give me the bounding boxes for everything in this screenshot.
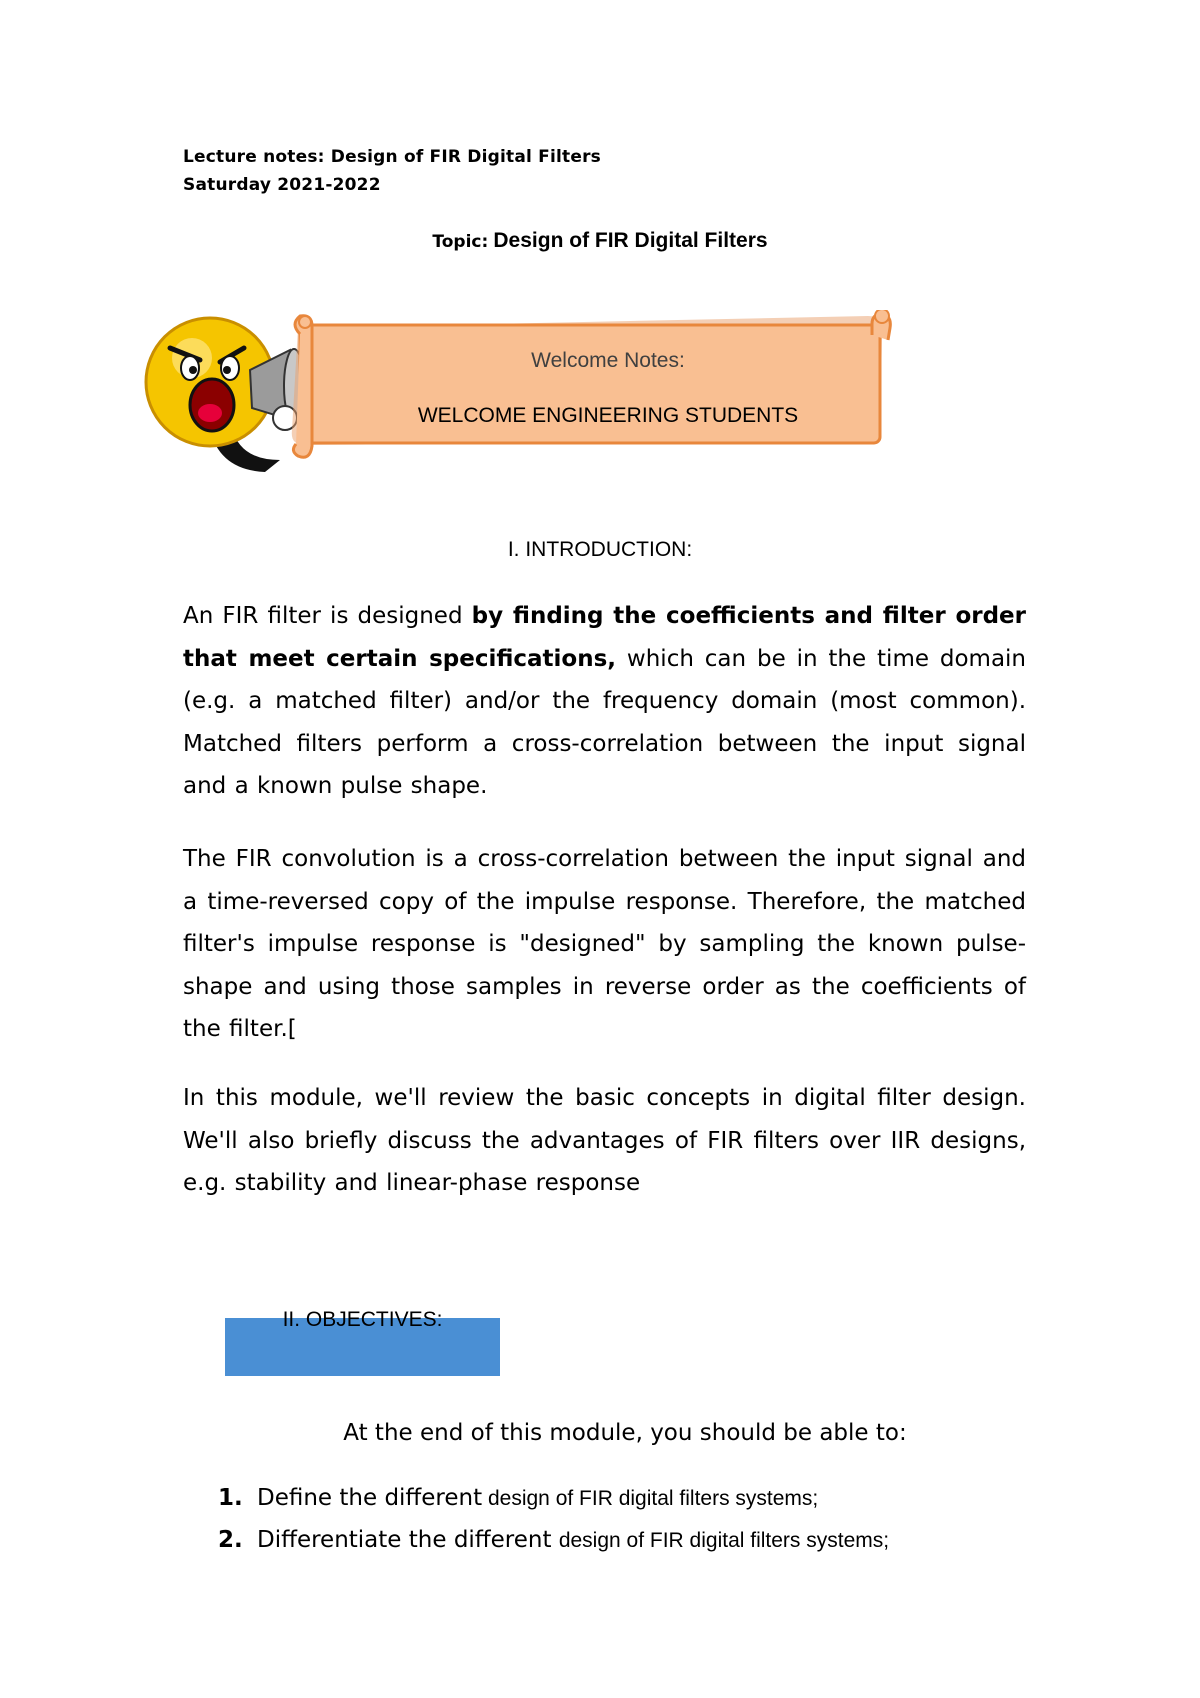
p1-bold: by finding the coefficients and filter order that meet certain specifications, [183,603,1026,672]
topic-line [0,229,1200,253]
topic-label: Topic: [432,232,489,252]
welcome-label: Welcome Notes: [531,349,685,372]
header-line-date: Saturday 2021-2022 [183,175,381,195]
intro-paragraph-1 [183,595,1026,808]
objectives-heading: II. OBJECTIVES: [282,1308,443,1331]
intro-paragraph-3: In this module, we'll review the basic concepts in digital filter design. We'll also briefly discuss the advantages of FIR filters over IIR designs, e.g. stability and linear-phase response [183,1085,1026,1196]
objectives-intro: At the end of this module, you should be able to: [343,1420,907,1446]
intro-paragraph-2: The FIR convolution is a cross-correlation between the input signal and a time-reversed copy of the impulse response. Therefore, the matched filter's impulse response is "designed" by sampling the known pulse-shape and using those samples in reverse order as the coefficients of the filter.[ [183,846,1026,1042]
objective-item [218,1485,818,1511]
welcome-banner-art [140,310,910,485]
topic-value: Design of FIR Digital Filters [493,229,768,252]
objective-number: 1. [218,1485,243,1511]
objective-lead: Define the different [257,1485,483,1511]
welcome-title: WELCOME ENGINEERING STUDENTS [417,404,799,427]
objective-number: 2. [218,1527,243,1553]
objective-lead: Differentiate the different [257,1527,559,1553]
p1-start: An FIR filter is designed [183,603,472,629]
header-line-title: Lecture notes: Design of FIR Digital Filters [183,147,601,167]
objective-item [218,1527,889,1553]
introduction-heading: I. INTRODUCTION: [507,538,693,561]
objective-rest: design of FIR digital filters systems; [482,1487,819,1510]
p1-end: which can be in the time domain (e.g. a matched filter) and/or the frequency domain (most common). Matched filters perform a cross-correlation between the input signal and a known pulse shape. [183,645,1026,799]
objective-rest: design of FIR digital filters systems; [558,1529,890,1552]
